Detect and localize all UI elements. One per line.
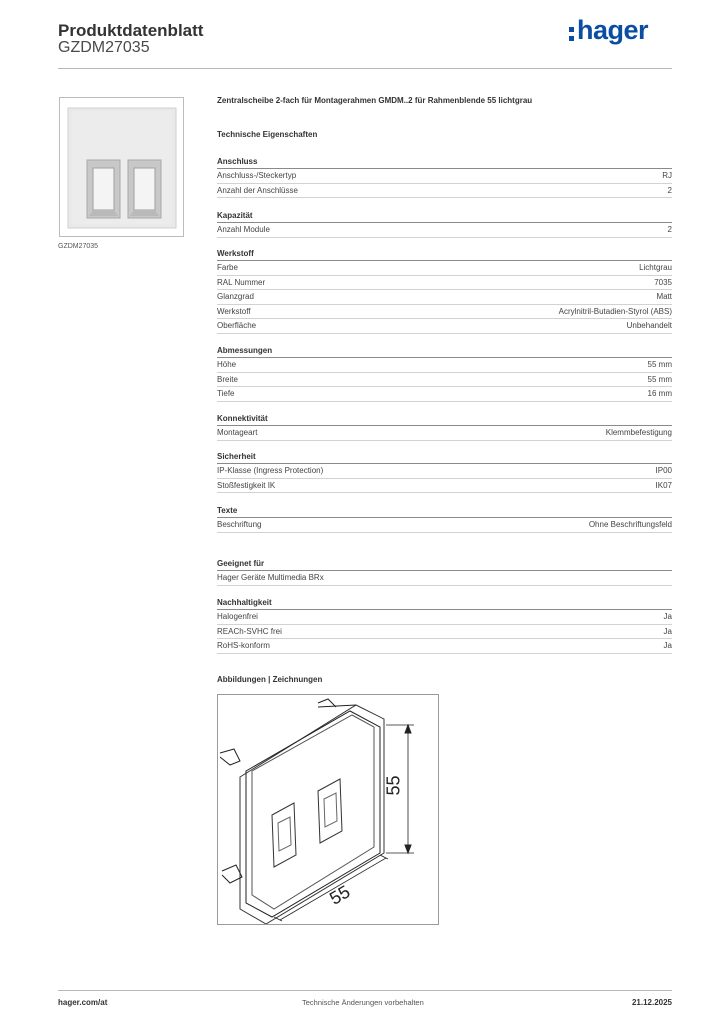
spec-label: RoHS-konform xyxy=(217,641,270,651)
spec-value: Matt xyxy=(656,292,672,302)
product-thumbnail xyxy=(59,97,184,237)
section-title: Texte xyxy=(217,505,672,518)
rj-port-icon xyxy=(128,160,161,218)
spec-value: IK07 xyxy=(655,480,672,490)
spec-label: Anzahl Module xyxy=(217,225,270,234)
spec-section xyxy=(217,210,672,238)
spec-row xyxy=(217,479,672,494)
spec-section xyxy=(217,345,672,402)
spec-row xyxy=(217,319,672,334)
dimension-drawing xyxy=(217,694,439,925)
section-title: Konnektivität xyxy=(217,413,672,426)
section-title: Nachhaltigkeit xyxy=(217,597,672,610)
spec-row xyxy=(217,223,672,238)
spec-section xyxy=(217,248,672,334)
footer-divider xyxy=(58,990,672,991)
spec-value: Ohne Beschriftungsfeld xyxy=(588,520,672,529)
spec-row xyxy=(217,387,672,402)
section-title: Abmessungen xyxy=(217,345,672,358)
spec-value: RJ xyxy=(662,171,672,180)
section-title: Sicherheit xyxy=(217,451,672,464)
spec-row xyxy=(217,464,672,479)
spec-section xyxy=(217,597,672,654)
spec-row xyxy=(217,358,672,373)
technical-properties-heading: Technische Eigenschaften xyxy=(217,130,318,139)
width-dimension-label: 55 xyxy=(326,881,354,909)
spec-row xyxy=(217,625,672,640)
spec-label: Stoßfestigkeit IK xyxy=(217,480,276,490)
spec-row xyxy=(217,373,672,388)
spec-value: 7035 xyxy=(654,277,672,287)
spec-row xyxy=(217,426,672,441)
spec-label: Oberfläche xyxy=(217,321,257,331)
spec-label: Montageart xyxy=(217,428,258,437)
spec-value: 55 mm xyxy=(647,360,672,369)
spec-label: Tiefe xyxy=(217,389,235,399)
logo-dot-icon xyxy=(569,36,574,41)
spec-label: Farbe xyxy=(217,263,238,272)
section-title: Werkstoff xyxy=(217,248,672,261)
rj-port-icon xyxy=(87,160,120,218)
footer-notice: Technische Änderungen vorbehalten xyxy=(302,998,424,1007)
spec-section xyxy=(217,505,672,533)
footer-website-link[interactable]: hager.com/at xyxy=(58,998,108,1007)
spec-label: IP-Klasse (Ingress Protection) xyxy=(217,466,324,475)
spec-row xyxy=(217,169,672,184)
spec-section xyxy=(217,156,672,198)
spec-value: 2 xyxy=(667,225,672,234)
spec-value: Ja xyxy=(663,626,672,636)
spec-label: Breite xyxy=(217,374,238,384)
spec-row xyxy=(217,290,672,305)
spec-row xyxy=(217,610,672,625)
section-title: Geeignet für xyxy=(217,558,672,571)
article-number: GZDM27035 xyxy=(58,39,150,56)
header-divider xyxy=(58,68,672,69)
spec-label: Halogenfrei xyxy=(217,612,258,621)
section-title: Kapazität xyxy=(217,210,672,223)
page-title: Produktdatenblatt xyxy=(58,21,204,40)
spec-value: Unbehandelt xyxy=(626,321,672,331)
spec-label: RAL Nummer xyxy=(217,277,266,287)
spec-row xyxy=(217,261,672,276)
spec-value: Acrylnitril-Butadien-Styrol (ABS) xyxy=(558,306,672,316)
spec-row xyxy=(217,639,672,654)
spec-row xyxy=(217,518,672,533)
spec-row xyxy=(217,305,672,320)
spec-section xyxy=(217,558,672,586)
thumbnail-caption: GZDM27035 xyxy=(58,243,99,250)
spec-value: 55 mm xyxy=(647,374,672,384)
spec-section xyxy=(217,451,672,493)
spec-value: Ja xyxy=(663,612,672,621)
spec-label: Anzahl der Anschlüsse xyxy=(217,185,298,195)
footer-date: 21.12.2025 xyxy=(631,998,672,1007)
spec-label: Anschluss-/Steckertyp xyxy=(217,171,297,180)
spec-label: Werkstoff xyxy=(217,306,251,316)
spec-label: Beschriftung xyxy=(217,520,262,529)
spec-row xyxy=(217,276,672,291)
spec-row xyxy=(217,184,672,199)
logo-dot-icon xyxy=(569,27,574,32)
height-dimension-label: 55 xyxy=(383,775,404,796)
spec-value: Ja xyxy=(663,641,672,651)
brand-name: hager xyxy=(577,15,649,45)
spec-value: 2 xyxy=(667,185,672,195)
product-description: Zentralscheibe 2-fach für Montagerahmen GMDM..2 für Rahmenblende 55 lichtgrau xyxy=(217,96,533,105)
spec-label: Glanzgrad xyxy=(217,292,254,302)
spec-label: Hager Geräte Multimedia BRx xyxy=(217,573,324,582)
spec-section xyxy=(217,413,672,441)
spec-value: Klemmbefestigung xyxy=(605,428,672,437)
spec-value: IP00 xyxy=(655,466,672,475)
spec-value: Lichtgrau xyxy=(639,263,672,272)
spec-label: REACh-SVHC frei xyxy=(217,626,282,636)
drawings-heading: Abbildungen | Zeichnungen xyxy=(217,675,323,684)
spec-label: Höhe xyxy=(217,360,237,369)
spec-value: 16 mm xyxy=(647,389,672,399)
spec-row xyxy=(217,571,672,586)
section-title: Anschluss xyxy=(217,156,672,169)
